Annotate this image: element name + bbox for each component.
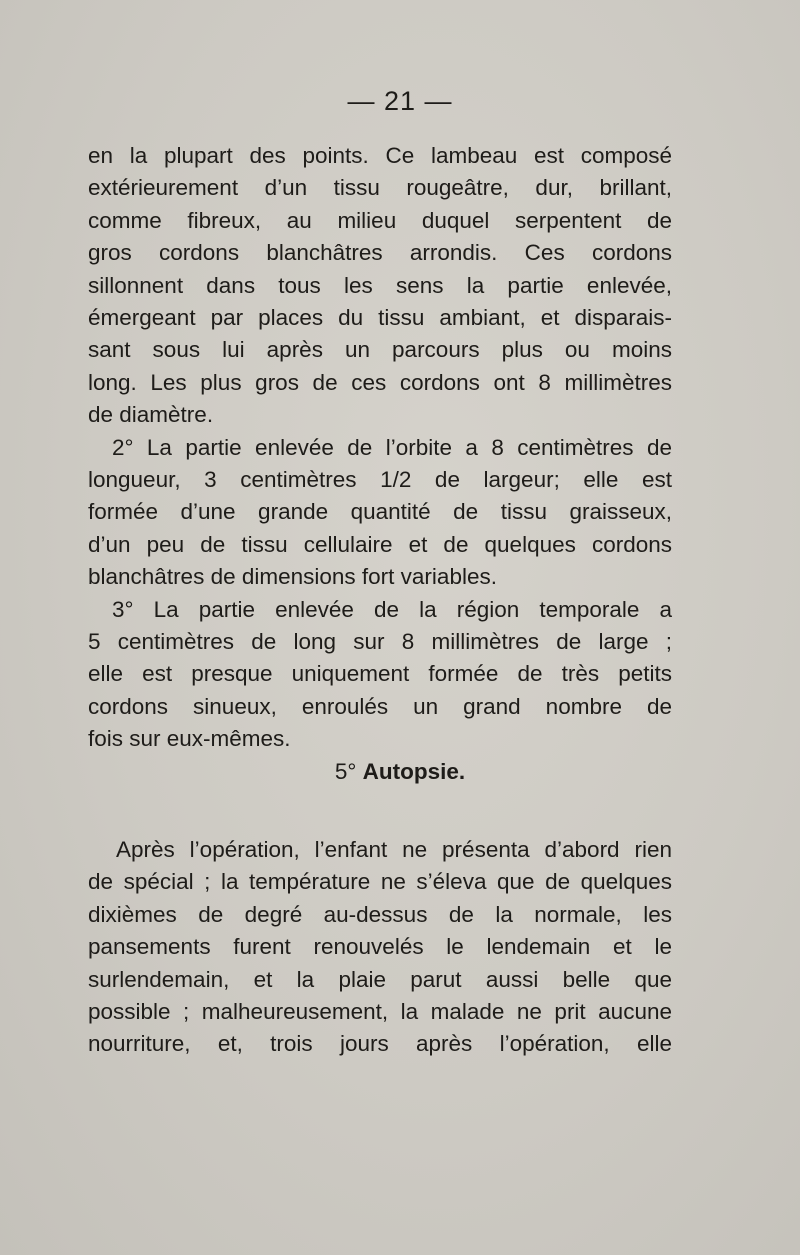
text-line: sillonnent dans tous les sens la partie enlevée, [88,272,672,298]
paragraph-2 [88,432,672,594]
text-line: de spécial ; la température ne s’éleva que de quelques [88,869,672,895]
text-line: nourriture, et, trois jours après l’opération, elle [88,1031,672,1057]
section-title: Autopsie. [362,759,466,784]
text-line: d’un peu de tissu cellulaire et de quelques cordons [88,531,672,557]
paragraph-1 [88,140,672,432]
text-line: formée d’une grande quantité de tissu graisseux, [88,499,672,525]
paragraph-3 [88,594,672,756]
section-heading [0,756,800,788]
text-line: comme fibreux, au milieu duquel serpentent de [88,207,672,233]
text-line: long. Les plus gros de ces cordons ont 8 millimètres [88,369,672,395]
page-number: — 21 — [347,86,453,116]
text-line: de diamètre. [88,402,214,428]
text-line: fois sur eux-mêmes. [88,726,291,752]
text-line: pansements furent renouvelés le lendemain et le [88,934,672,960]
text-line: émergeant par places du tissu ambiant, et disparais- [88,304,672,330]
text-line: gros cordons blanchâtres arrondis. Ces cordons [88,240,672,266]
text-line: Après l’opération, l’enfant ne présenta d’abord rien [116,837,672,862]
text-line: cordons sinueux, enroulés un grand nombre de [88,693,672,719]
text-line: surlendemain, et la plaie parut aussi belle que [88,966,672,992]
paragraph-4 [88,834,672,1061]
text-line: elle est presque uniquement formée de très petits [88,661,672,687]
text-line: sant sous lui après un parcours plus ou moins [88,337,672,363]
text-line: 3° La partie enlevée de la région temporale a [112,596,672,622]
text-line: en la plupart des points. Ce lambeau est composé [88,143,672,168]
text-line: longueur, 3 centimètres 1/2 de largeur; elle est [88,466,672,492]
text-line: 5 centimètres de long sur 8 millimètres de large ; [88,628,672,654]
text-line: blanchâtres de dimensions fort variables. [88,564,497,590]
text-line: 2° La partie enlevée de l’orbite a 8 centimètres de [112,434,672,460]
section-number: 5° [334,759,357,784]
text-line: dixièmes de degré au-dessus de la normale, les [88,901,672,927]
text-line: possible ; malheureusement, la malade ne prit aucune [88,998,672,1024]
text-line: extérieurement d’un tissu rougeâtre, dur, brillant, [88,175,672,201]
